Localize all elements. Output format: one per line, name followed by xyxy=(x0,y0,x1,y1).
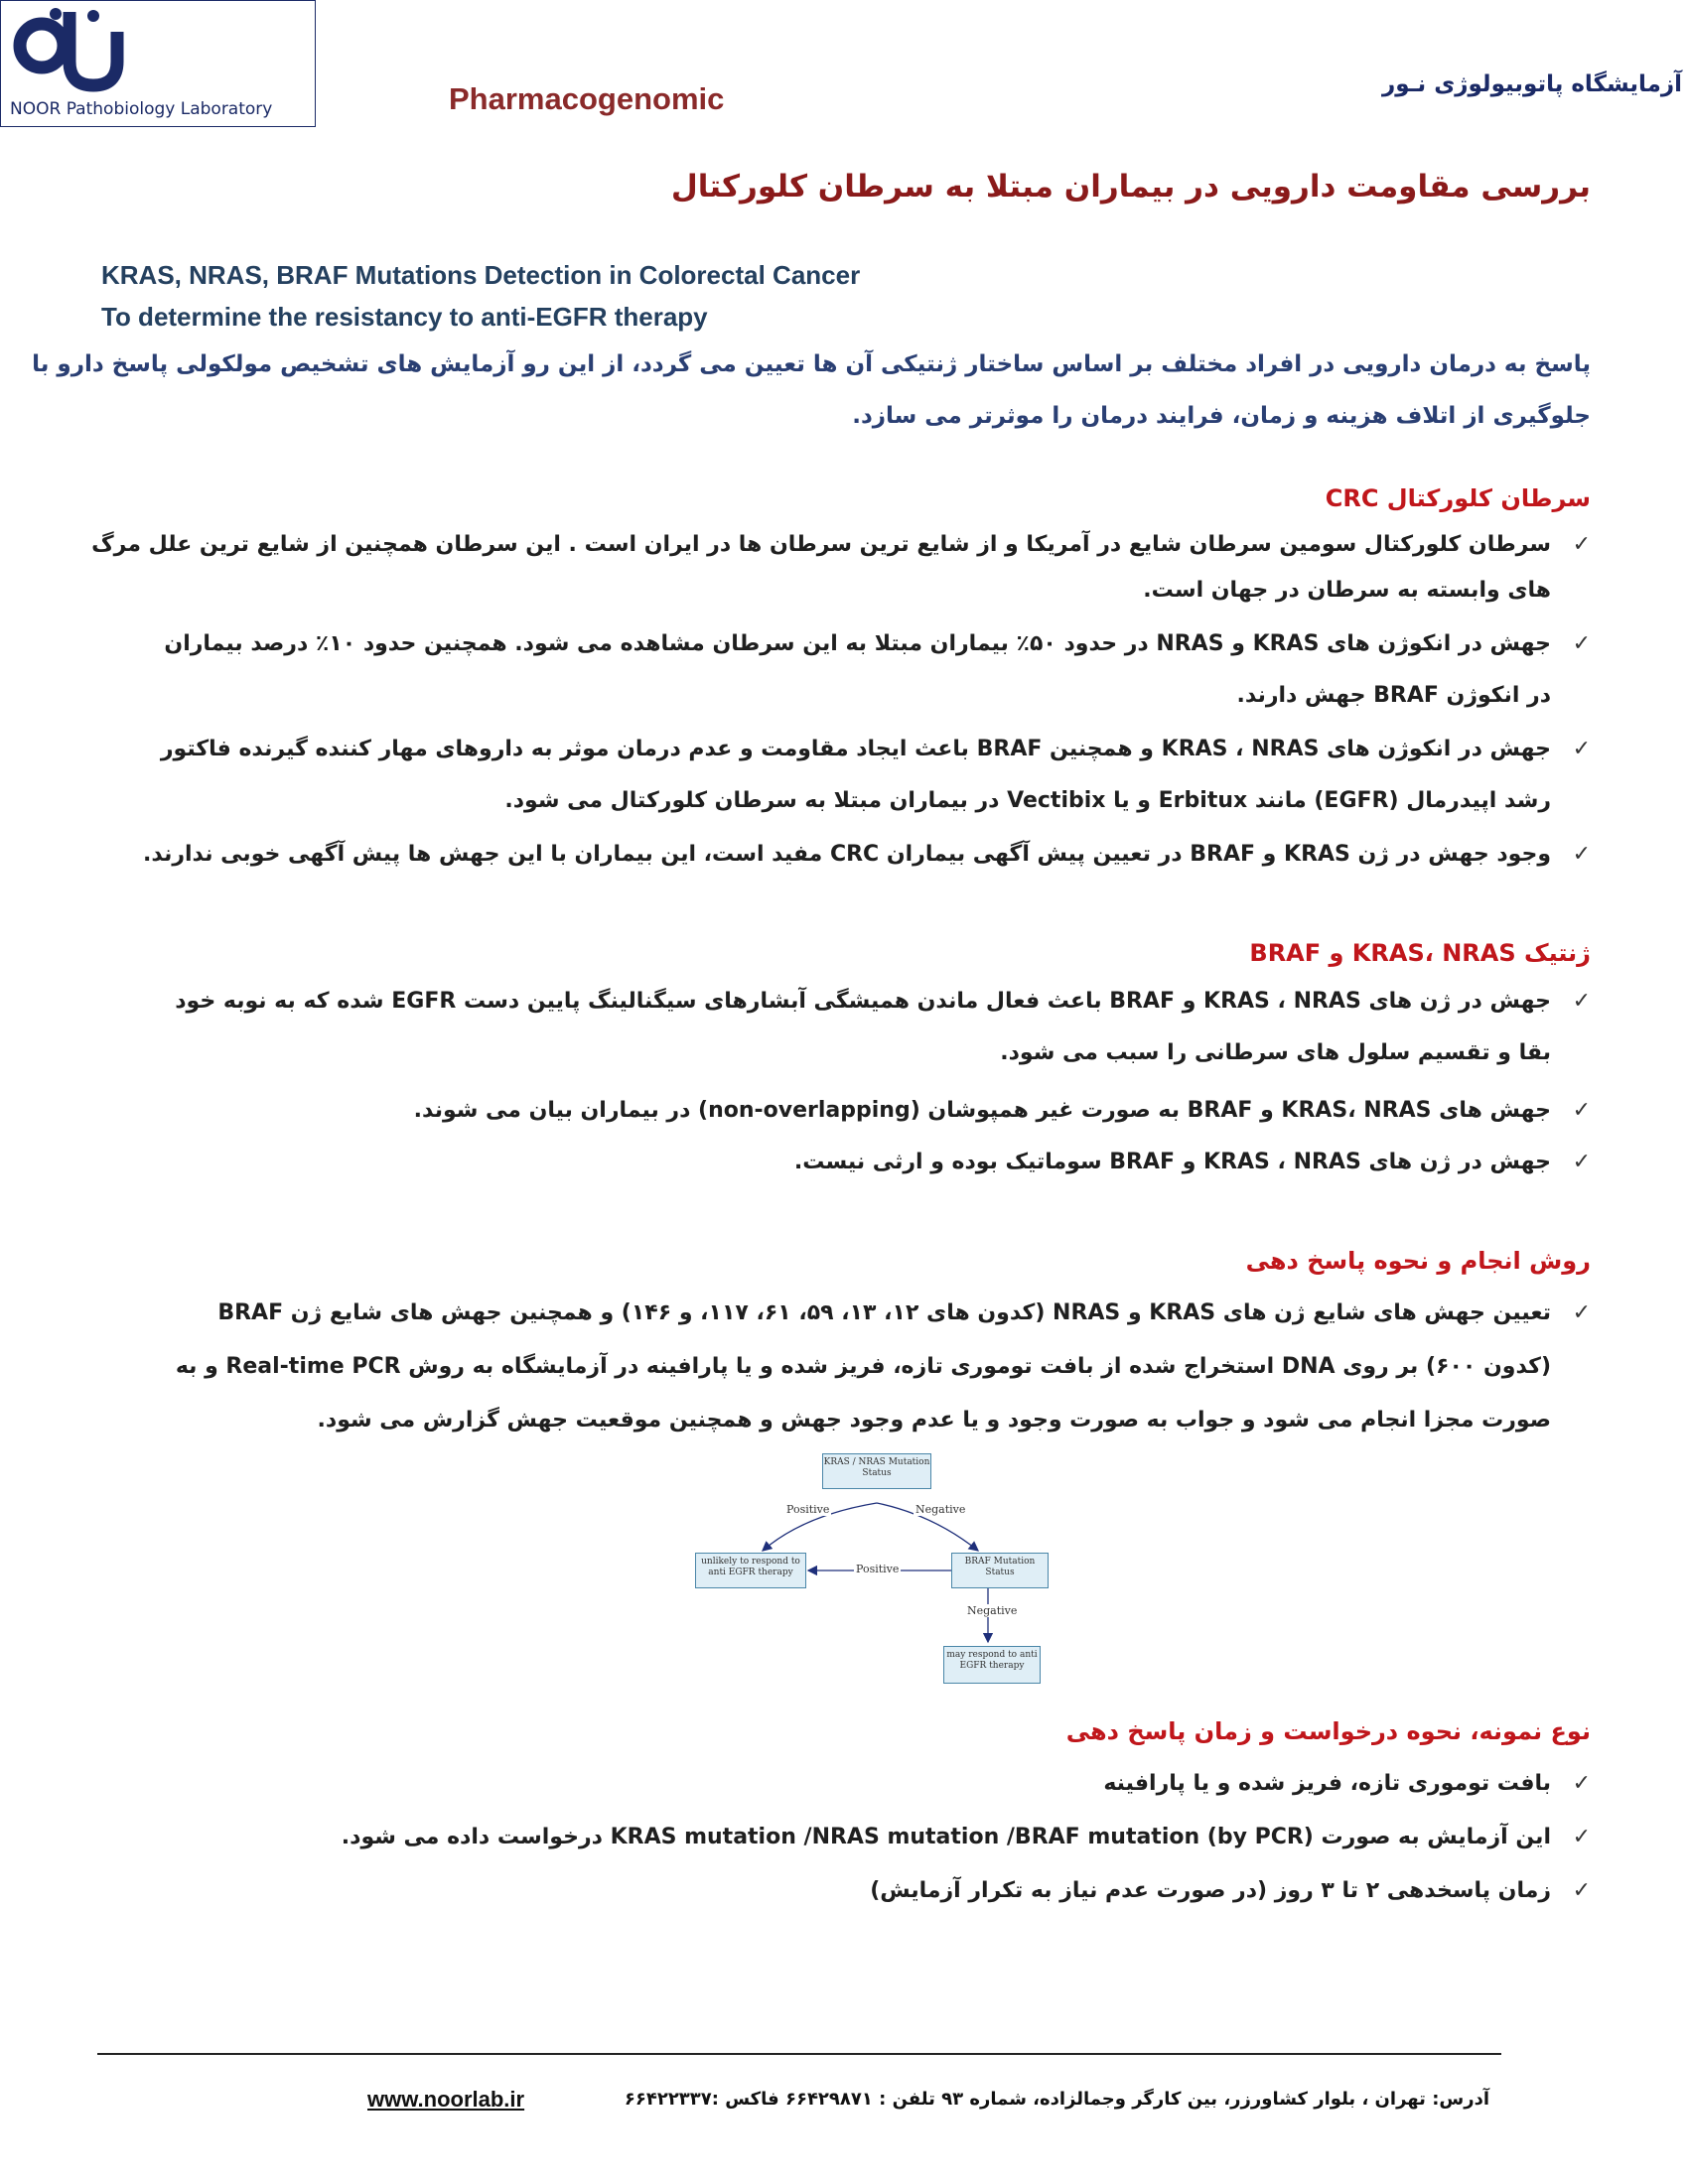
check-icon: ✓ xyxy=(1572,1300,1591,1325)
genetics-bullet-3: ✓ جهش در ژن های KRAS ، NRAS و BRAF سوماتیک بوده و ارثی نیست. xyxy=(793,1150,1591,1174)
crc-bullet-2: ✓ جهش در انکوژن های KRAS و NRAS در حدود ۵۰٪ بیماران مبتلا به این سرطان مشاهده می شود. همچنین حدود ۱۰٪ درصد بیماران در انکوژن BRAF جهش دارند. xyxy=(164,631,1591,708)
sample-bullet-2: ✓ این آزمایش به صورت KRAS mutation /NRAS mutation /BRAF mutation (by PCR) درخواست داده می شود. xyxy=(341,1825,1591,1849)
check-icon: ✓ xyxy=(1572,989,1591,1014)
check-icon: ✓ xyxy=(1572,1098,1591,1123)
kras-nras-status-box: KRAS / NRAS Mutation Status xyxy=(822,1453,931,1489)
crc-bullet-3: ✓ جهش در انکوژن های KRAS ، NRAS و همچنین BRAF باعث ایجاد مقاومت و عدم درمان موثر به داروهای مهار کننده گیرنده فاکتور رشد اپیدرمال (EGFR) مانند Erbitux و یا Vectibix در بیماران مبتلا به سرطان کلورکتال می شود. xyxy=(160,737,1591,813)
footer-divider xyxy=(97,2053,1501,2055)
check-icon: ✓ xyxy=(1572,532,1591,557)
noor-logo-icon xyxy=(8,2,125,97)
method-bullet: ✓ تعیین جهش های شایع ژن های KRAS و NRAS (کدون های ۱۲، ۱۳، ۵۹، ۶۱، ۱۱۷، و ۱۴۶) و همچنین جهش های شایع ژن BRAF (کدون ۶۰۰) بر روی DNA استخراج شده از بافت توموری تازه، فریز شده و یا پارافینه در آزمایشگاه به روش Real-time PCR و به صورت مجزا انجام می شود و جواب به صورت وجود و یا عدم وجود جهش و همچنین موقعیت جهش گزارش می شود. xyxy=(175,1300,1591,1433)
sample-bullet-3: ✓ زمان پاسخدهی ۲ تا ۳ روز (در صورت عدم نیاز به تکرار آزمایش) xyxy=(870,1878,1591,1903)
negative-label-2: Negative xyxy=(967,1604,1018,1617)
crc-bullet-1: ✓ سرطان کلورکتال سومین سرطان شایع در آمریکا و از شایع ترین سرطان ها در ایران است . این سرطان همچنین از شایع ترین علل مرگ های وابسته به سرطان در جهان است. xyxy=(91,532,1591,603)
check-icon: ✓ xyxy=(1572,737,1591,761)
english-heading-line1: KRAS, NRAS, BRAF Mutations Detection in Colorectal Cancer xyxy=(101,260,861,290)
braf-status-box: BRAF Mutation Status xyxy=(951,1553,1049,1588)
section-sample-title: نوع نمونه، نحوه درخواست و زمان پاسخ دهی xyxy=(1065,1717,1591,1745)
section-crc-title: سرطان کلورکتال CRC xyxy=(1325,484,1591,512)
footer-website-link[interactable]: www.noorlab.ir xyxy=(367,2087,525,2112)
section-method-title: روش انجام و نحوه پاسخ دهی xyxy=(1245,1247,1591,1275)
crc-bullet-4: ✓ وجود جهش در ژن KRAS و BRAF در تعیین پیش آگهی بیماران CRC مفید است، این بیماران با این جهش ها پیش آگهی خوبی ندارند. xyxy=(143,842,1591,867)
check-icon: ✓ xyxy=(1572,842,1591,867)
page-title: بررسی مقاومت دارویی در بیماران مبتلا به سرطان کلورکتال xyxy=(670,169,1591,205)
check-icon: ✓ xyxy=(1572,1771,1591,1796)
logo-english-name: NOOR Pathobiology Laboratory xyxy=(10,99,273,119)
check-icon: ✓ xyxy=(1572,1878,1591,1903)
footer-address: آدرس: تهران ، بلوار کشاورزر، بین کارگر وجمالزاده، شماره ۹۳ تلفن : ۶۶۴۲۹۸۷۱ فاکس :۶۶۴۲۲۳۳۷ xyxy=(624,2089,1489,2110)
genetics-bullet-2: ✓ جهش های KRAS، NRAS و BRAF به صورت غیر همپوشان (non-overlapping) در بیماران بیان می شوند. xyxy=(413,1098,1591,1123)
unlikely-respond-box: unlikely to respond to anti EGFR therapy xyxy=(695,1553,806,1588)
logo-persian-name: آزمایشگاه پاتوبیولوژی نـور xyxy=(1382,71,1682,97)
check-icon: ✓ xyxy=(1572,1825,1591,1849)
sample-bullet-1: ✓ بافت توموری تازه، فریز شده و یا پارافینه xyxy=(1103,1771,1591,1796)
positive-label-1: Positive xyxy=(786,1503,830,1516)
intro-line1: پاسخ به درمان دارویی در افراد مختلف بر اساس ساختار ژنتیکی آن ها تعیین می گردد، از این رو آزمایش های تشخیص مولکولی پاسخ دارو با xyxy=(32,351,1591,377)
brand-title: Pharmacogenomic xyxy=(449,81,725,116)
may-respond-box: may respond to anti EGFR therapy xyxy=(943,1646,1041,1684)
section-genetics-title: ژنتیک KRAS، NRAS و BRAF xyxy=(1249,939,1591,967)
positive-label-2: Positive xyxy=(856,1563,900,1575)
intro-line2: جلوگیری از اتلاف هزینه و زمان، فرایند درمان را موثرتر می سازد. xyxy=(852,403,1591,429)
check-icon: ✓ xyxy=(1572,631,1591,656)
negative-label-1: Negative xyxy=(915,1503,966,1516)
english-heading-line2: To determine the resistancy to anti-EGFR therapy xyxy=(101,302,708,332)
genetics-bullet-1: ✓ جهش در ژن های KRAS ، NRAS و BRAF باعث فعال ماندن همیشگی آبشارهای سیگنالینگ پایین دست EGFR شده که به نوبه خود بقا و تقسیم سلول های سرطانی را سبب می شود. xyxy=(175,989,1591,1065)
mutation-flowchart xyxy=(695,1453,1053,1688)
check-icon: ✓ xyxy=(1572,1150,1591,1174)
